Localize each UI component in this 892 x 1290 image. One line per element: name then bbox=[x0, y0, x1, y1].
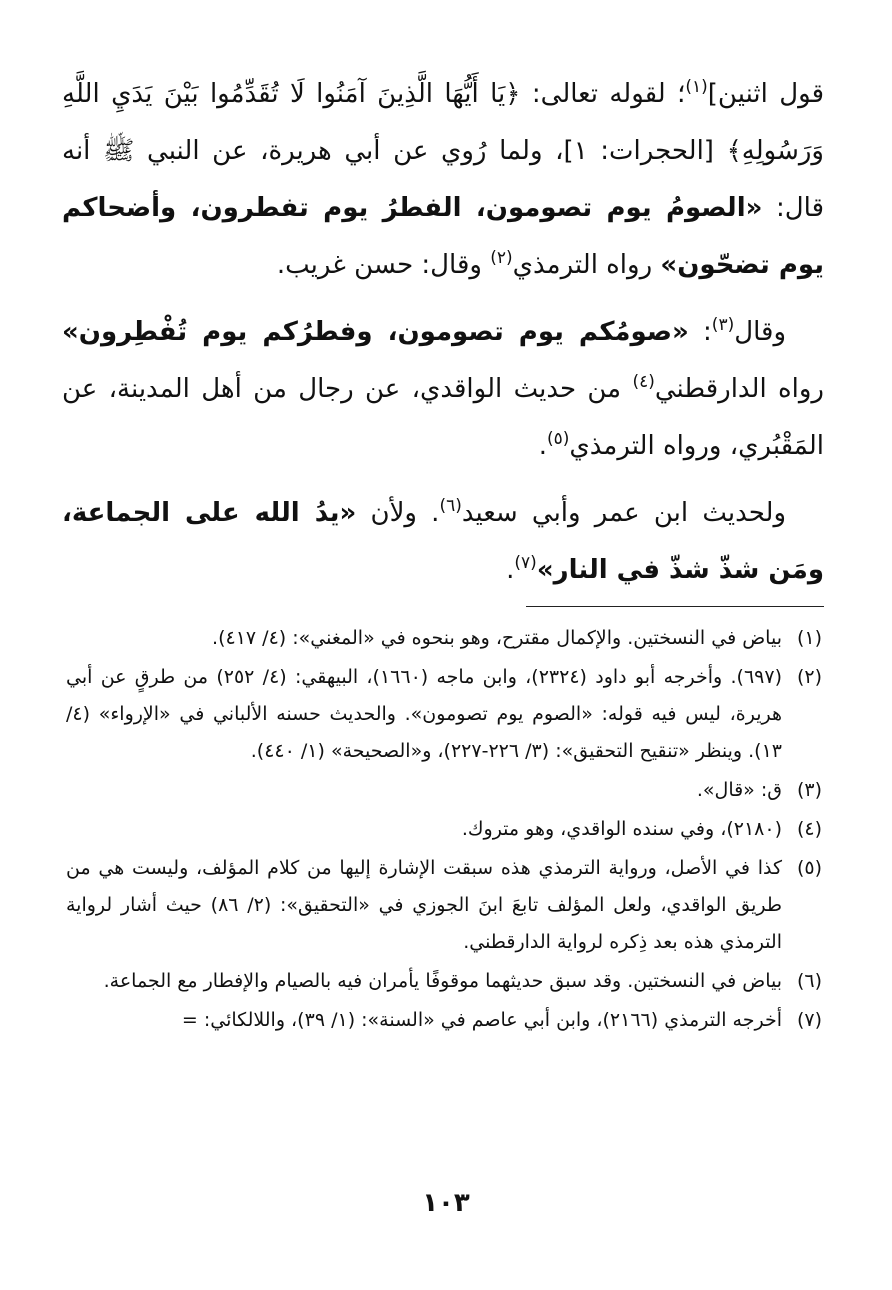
text-span: ولحديث ابن عمر وأبي سعيد bbox=[461, 498, 787, 528]
hadith-quote: «صومُكم يوم تصومون، وفطرُكم يوم تُفْطِرون» bbox=[62, 317, 689, 347]
footnote-text: أخرجه الترمذي (٢١٦٦)، وابن أبي عاصم في «السنة»: (١/ ٣٩)، واللالكائي: = bbox=[181, 1009, 782, 1031]
footnote-ref-4: (٤) bbox=[632, 372, 655, 392]
text-span: من حديث الواقدي، عن رجال من أهل المدينة، عن المَقْبُري، ورواه الترمذي bbox=[62, 374, 824, 461]
footnote-ref-5: (٥) bbox=[547, 429, 570, 449]
text-span: وقال: حسن غريب. bbox=[276, 250, 491, 280]
footnote-number: (٣) bbox=[796, 779, 822, 801]
footnote-item bbox=[66, 620, 822, 657]
footnote-number: (١) bbox=[796, 627, 822, 649]
footnote-ref-6: (٦) bbox=[439, 496, 462, 516]
footnote-text: ق: «قال». bbox=[696, 779, 782, 801]
footnote-ref-3: (٣) bbox=[711, 315, 735, 335]
text-span: رواه الدارقطني bbox=[654, 374, 824, 404]
text-span: . ولأن bbox=[356, 498, 440, 528]
page-number: ١٠٣ bbox=[422, 1188, 470, 1218]
text-span: : bbox=[688, 317, 712, 347]
footnote-number: (٥) bbox=[796, 857, 822, 879]
footnotes bbox=[66, 620, 822, 1041]
footnote-text: بياض في النسختين. والإكمال مقترح، وهو بنحوه في «المغني»: (٤/ ٤١٧). bbox=[212, 627, 782, 649]
text-span: . bbox=[538, 431, 547, 461]
text-span: قول اثنين] bbox=[707, 79, 824, 109]
main-text bbox=[62, 66, 824, 599]
hadith-quote: «الصومُ يوم تصومون، الفطرُ يوم تفطرون، وأضحاكم يوم تضحّون» bbox=[62, 193, 824, 280]
text-span: رواه الترمذي bbox=[512, 250, 661, 280]
footnote-text: (٢١٨٠)، وفي سنده الواقدي، وهو متروك. bbox=[461, 818, 782, 840]
footnote-ref-2: (٢) bbox=[490, 248, 513, 268]
footnote-text: بياض في النسختين. وقد سبق حديثهما موقوفًا يأمران فيه بالصيام والإفطار مع الجماعة. bbox=[103, 970, 782, 992]
paragraph-3 bbox=[62, 485, 824, 599]
footnote-item bbox=[66, 811, 822, 848]
footnote-item bbox=[66, 963, 822, 1000]
text-span: ؛ لقوله تعالى: ﴿يَا أَيُّهَا الَّذِينَ آمَنُوا لَا تُقَدِّمُوا بَيْنَ يَدَيِ اللَّهِ وَرَسُولِهِ﴾ [الحجرات: ١]، ولما رُوي عن أبي هريرة، عن النبي ﷺ أنه قال: bbox=[62, 79, 824, 223]
footnote-text: كذا في الأصل، ورواية الترمذي هذه سبقت الإشارة إليها من كلام المؤلف، وليست هي من طريق الواقدي، ولعل المؤلف تابعَ ابنَ الجوزي في «التحقيق»: (٢/ ٨٦) حيث أشار لرواية الترمذي هذه بعد ذِكره لرواية الدارقطني. bbox=[66, 857, 782, 953]
footnote-item bbox=[66, 850, 822, 961]
text-span: . bbox=[506, 555, 515, 585]
footnote-ref-1: (١) bbox=[685, 77, 708, 97]
footnote-number: (٢) bbox=[796, 666, 822, 688]
footnote-item bbox=[66, 772, 822, 809]
footnote-text: (٦٩٧). وأخرجه أبو داود (٢٣٢٤)، وابن ماجه (١٦٦٠)، البيهقي: (٤/ ٢٥٢) من طرقٍ عن أبي هريرة، ليس فيه قوله: «الصوم يوم تصومون». والحديث حسنه الألباني في «الإرواء» (٤/ ١٣). وينظر «تنقيح التحقيق»: (٣/ ٢٢٦-٢٢٧)، و«الصحيحة» (١/ ٤٤٠). bbox=[66, 666, 782, 762]
footnote-number: (٤) bbox=[796, 818, 822, 840]
hadith-quote: «يدُ الله على الجماعة، ومَن شذّ شذّ في النار» bbox=[62, 498, 824, 585]
text-span: وقال bbox=[734, 317, 787, 347]
footnote-item bbox=[66, 1002, 822, 1039]
footnote-item bbox=[66, 659, 822, 770]
footnote-separator bbox=[526, 606, 824, 607]
paragraph-1 bbox=[62, 66, 824, 294]
footnote-ref-7: (٧) bbox=[514, 553, 537, 573]
footnote-number: (٧) bbox=[796, 1009, 822, 1031]
paragraph-2 bbox=[62, 304, 824, 475]
footnote-number: (٦) bbox=[796, 970, 822, 992]
